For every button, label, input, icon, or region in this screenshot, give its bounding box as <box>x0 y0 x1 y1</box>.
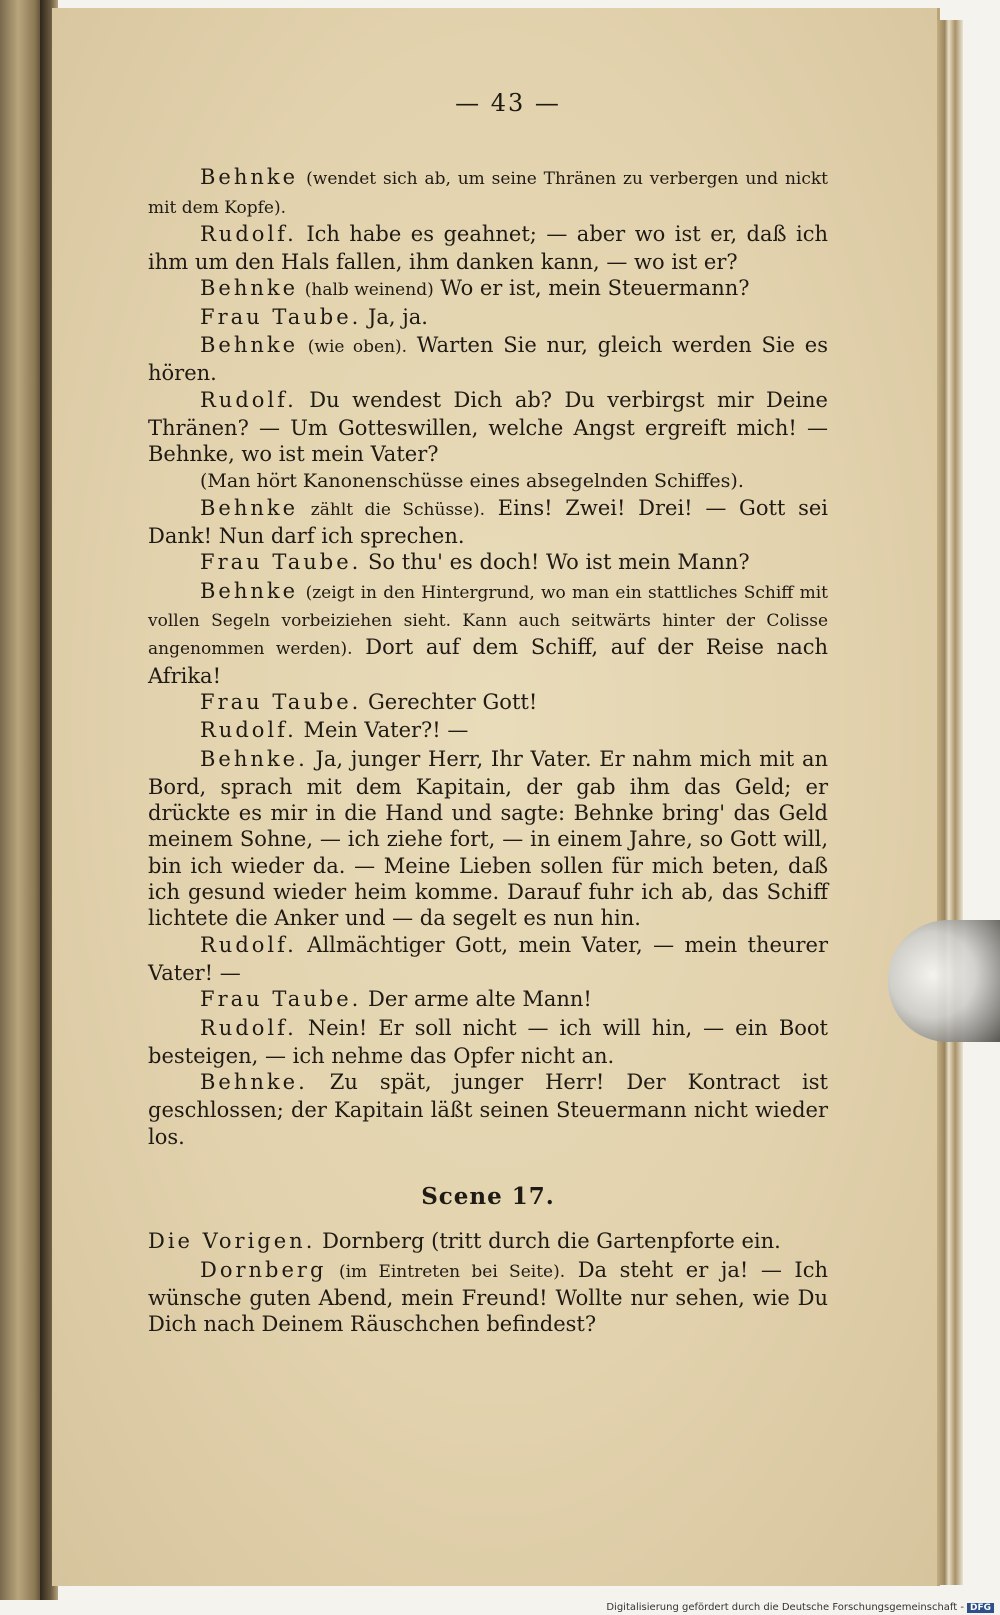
dialogue-paragraph <box>148 275 828 303</box>
dialogue-text: Dornberg (tritt durch die Gartenpforte ein. <box>322 1229 781 1254</box>
dialogue-text: Ja, junger Herr, Ihr Vater. Er nahm mich mit an Bord, sprach mit dem Kapitain, der gab ihm das Geld; er drückte es mir in die Hand und sagte: Behnke bring' das Geld meinem Sohne, — ich ziehe fort, — in einem Jahre, so Gott will, bin ich wieder da. — Meine Lieben sollen für mich beten, daß ich gesund wieder heim komme. Darauf fuhr ich ab, das Schiff lichtete die Anker und — da segelt es nun hin. <box>148 746 828 931</box>
dialogue-text: Dort auf dem Schiff, auf der Reise nach Afrika! <box>148 635 828 688</box>
dialogue-text: So thu' es doch! Wo ist mein Mann? <box>367 550 750 575</box>
dialogue-paragraph <box>148 495 828 550</box>
speaker-name: Frau Taube. <box>200 987 362 1012</box>
dialogue-paragraph <box>148 932 828 987</box>
speaker-name: Rudolf. <box>200 387 297 412</box>
speaker-name: Behnke <box>200 276 299 301</box>
dialogue-paragraph <box>148 1257 828 1338</box>
scanner-clamp <box>888 920 1000 1042</box>
speaker-name: Rudolf. <box>200 1015 297 1040</box>
dialogue-paragraph <box>148 387 828 468</box>
dialogue-text: (Man hört Kanonenschüsse eines absegelnden Schiffes). <box>200 469 744 492</box>
scene-entrance-paragraph <box>148 1228 828 1256</box>
dialogue-text: Da steht er ja! — Ich wünsche guten Abend, mein Freund! Wollte nur sehen, wie Du Dich nach Deinem Räuschchen befindest? <box>148 1257 828 1337</box>
dialogue-text: Eins! Zwei! Drei! — Gott sei Dank! Nun darf ich sprechen. <box>148 495 828 549</box>
dialogue-text: Nein! Er soll nicht — ich will hin, — ein Boot besteigen, — ich nehme das Opfer nicht an. <box>148 1015 828 1068</box>
dialogue-paragraph <box>148 549 828 577</box>
dialogue-paragraph <box>148 332 828 387</box>
speaker-name: Behnke <box>200 578 299 603</box>
dialogue-paragraph <box>148 717 828 745</box>
right-page-stack-edge <box>937 20 963 1585</box>
speaker-name: Dornberg <box>200 1257 327 1282</box>
dialogue-paragraph <box>148 1069 828 1150</box>
dialogue-text: Du wendest Dich ab? Du verbirgst mir Deine Thränen? — Um Gotteswillen, welche Angst ergreift mich! — Behnke, wo ist mein Vater? <box>148 387 828 467</box>
dfg-logo: DFG <box>967 1603 994 1613</box>
speaker-name: Frau Taube. <box>200 304 362 329</box>
stage-direction: (wendet sich ab, um seine Thränen zu verbergen und nickt mit dem Kopfe). <box>148 169 828 218</box>
dialogue-paragraph <box>148 221 828 276</box>
dialogue-paragraph <box>148 304 828 332</box>
speaker-name: Behnke <box>200 495 299 520</box>
speaker-name: Behnke. <box>200 1070 308 1095</box>
dialogue-text: Mein Vater?! — <box>303 718 469 743</box>
dialogue-paragraphs <box>148 164 828 1150</box>
speaker-name: Rudolf. <box>200 718 297 743</box>
speaker-name: Rudolf. <box>200 932 297 957</box>
dialogue-text: Wo er ist, mein Steuermann? <box>440 276 750 301</box>
speaker-name: Frau Taube. <box>200 550 362 575</box>
dialogue-text: Zu spät, junger Herr! Der Kontract ist geschlossen; der Kapitain läßt seinen Steuermann nicht wieder los. <box>148 1070 828 1149</box>
stage-direction: (halb weinend) <box>304 280 434 301</box>
footer-text: Digitalisierung gefördert durch die Deutsche Forschungsgemeinschaft - <box>606 1602 964 1613</box>
stage-direction: (wie oben). <box>307 337 408 358</box>
dialogue-text: Ja, ja. <box>367 304 428 329</box>
dialogue-text: Allmächtiger Gott, mein Vater, — mein theurer Vater! — <box>148 932 828 985</box>
digitization-footer <box>606 1602 994 1613</box>
dialogue-paragraph <box>148 1015 828 1070</box>
dialogue-paragraph <box>148 689 828 717</box>
speaker-name: Rudolf. <box>200 221 297 246</box>
scene-heading: Scene 17. <box>421 1182 555 1210</box>
stage-direction-paragraph <box>148 468 828 495</box>
dialogue-paragraph <box>148 746 828 932</box>
dialogue-paragraph <box>148 578 828 689</box>
dialogue-text: Warten Sie nur, gleich werden Sie es hören. <box>148 333 828 386</box>
speaker-name: Behnke <box>200 165 299 190</box>
dialogue-text: Ich habe es geahnet; — aber wo ist er, daß ich ihm um den Hals fallen, ihm danken kann, — wo ist er? <box>148 221 828 275</box>
stage-direction: zählt die Schüsse). <box>310 499 486 520</box>
dialogue-paragraph <box>148 164 828 221</box>
speaker-name: Behnke <box>200 333 299 358</box>
speaker-name: Frau Taube. <box>200 689 362 714</box>
page-number: — 43 — <box>455 89 561 117</box>
speaker-name: Behnke. <box>200 746 308 771</box>
dialogue-text: Gerechter Gott! <box>367 689 538 714</box>
page-text <box>148 90 828 1337</box>
speaker-name: Die Vorigen. <box>148 1229 316 1254</box>
stage-direction: (im Eintreten bei Seite). <box>338 1261 566 1282</box>
stage-direction: (zeigt in den Hintergrund, wo man ein stattliches Schiff mit vollen Segeln vorbeiziehen sieht. Kann auch seitwärts hinter der Colisse angenommen werden). <box>148 582 828 660</box>
dialogue-paragraph <box>148 986 828 1014</box>
dialogue-text: Der arme alte Mann! <box>367 987 592 1012</box>
